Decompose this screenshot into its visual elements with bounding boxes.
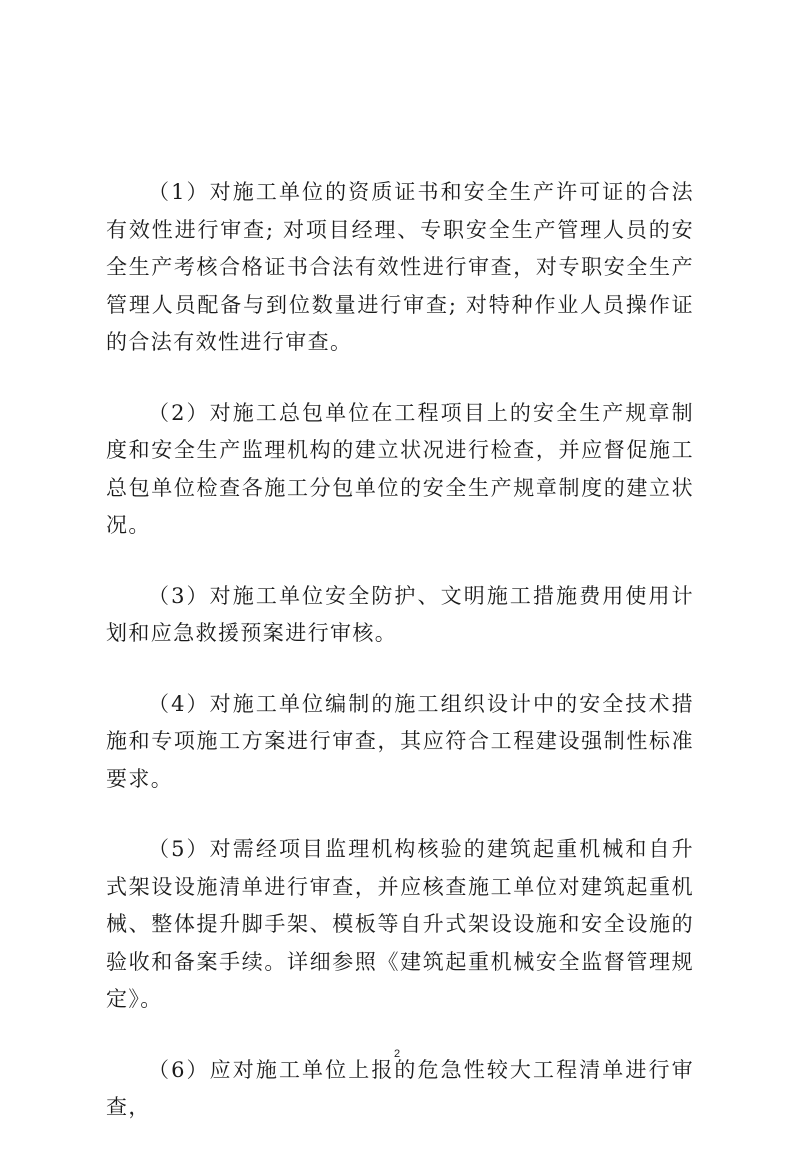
paragraph-6: （6）应对施工单位上报的危急性较大工程清单进行审查， [106,1057,694,1119]
paragraph-3: （3）对施工单位安全防护、文明施工措施费用使用计划和应急救援预案进行审核。 [106,583,694,645]
paragraph-5: （5）对需经项目监理机构核验的建筑起重机械和自升式架设设施清单进行审查，并应核查施工单位对建筑起重机械、整体提升脚手架、模板等自升式架设设施和安全设施的验收和备案手续。详细参照《建筑起重机械安全监督管理规定》。 [106,837,694,1011]
paragraph-2: （2）对施工总包单位在工程项目上的安全生产规章制度和安全生产监理机构的建立状况进行检查，并应督促施工总包单位检查各施工分包单位的安全生产规章制度的建立状况。 [106,400,694,537]
page-number: 2 [393,1048,401,1060]
document-body [106,174,694,1160]
paragraph-4: （4）对施工单位编制的施工组织设计中的安全技术措施和专项施工方案进行审查，其应符合工程建设强制性标准要求。 [106,691,694,791]
paragraph-1: （1）对施工单位的资质证书和安全生产许可证的合法有效性进行审查; 对项目经理、专职安全生产管理人员的安全生产考核合格证书合法有效性进行审查，对专职安全生产管理人员配备与到位数量进行审查; 对特种作业人员操作证的合法有效性进行审查。 [106,180,694,354]
